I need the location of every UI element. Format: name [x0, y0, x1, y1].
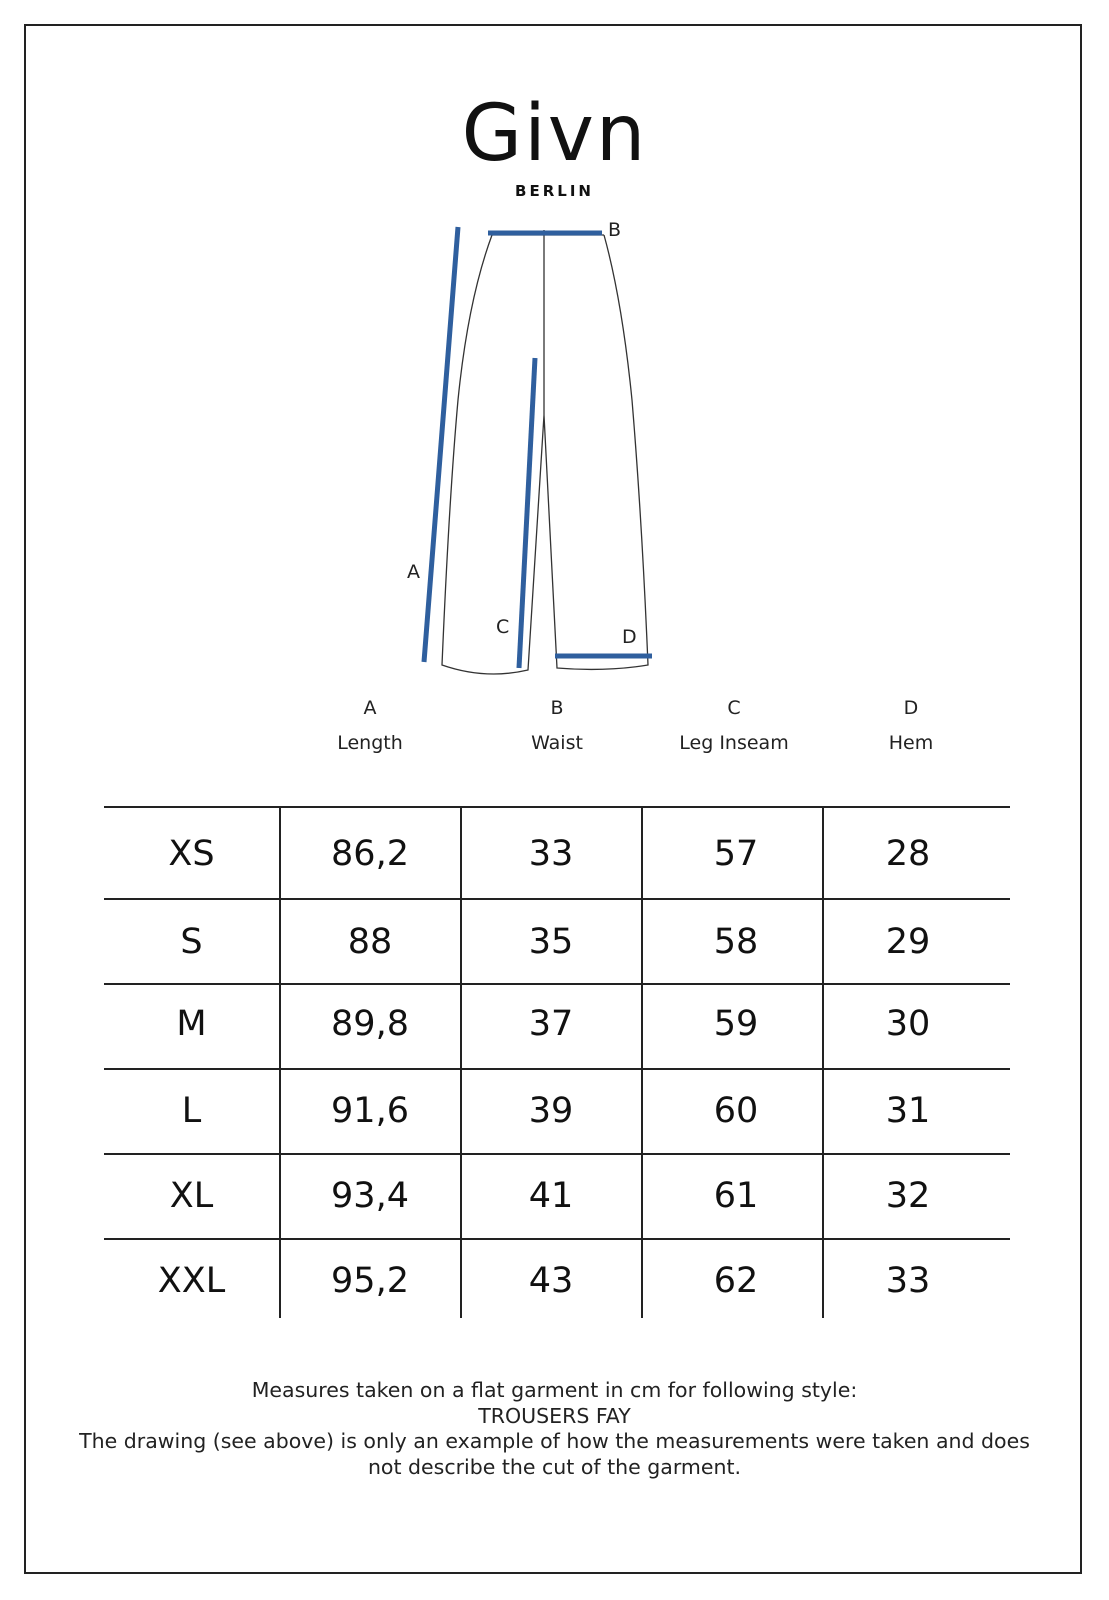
table-cell: 89,8 — [331, 1004, 409, 1044]
table-cell: 30 — [885, 1004, 931, 1044]
col-d-letter: D — [903, 697, 919, 719]
col-c-letter: C — [727, 697, 741, 719]
col-c-name: Leg Inseam — [679, 732, 789, 754]
trousers-diagram — [0, 0, 1109, 700]
table-cell: 88 — [347, 922, 393, 962]
table-cell: 57 — [713, 834, 759, 874]
label-c: C — [496, 616, 510, 638]
size-label: S — [180, 922, 203, 962]
footer-line: not describe the cut of the garment. — [367, 1454, 742, 1479]
measure-line-a — [424, 227, 458, 662]
table-cell: 32 — [885, 1176, 931, 1216]
measure-line-c — [519, 358, 535, 668]
table-cell: 39 — [528, 1091, 574, 1131]
table-divider — [822, 806, 824, 1318]
footer-style-name: TROUSERS FAY — [478, 1403, 631, 1428]
size-label: XXL — [157, 1261, 226, 1301]
table-cell: 33 — [528, 834, 574, 874]
table-rule — [104, 1238, 1010, 1240]
table-cell: 37 — [528, 1004, 574, 1044]
table-cell: 31 — [885, 1091, 931, 1131]
table-divider — [279, 806, 281, 1318]
table-divider — [460, 806, 462, 1318]
brand-city: BERLIN — [515, 182, 594, 200]
trousers-outline — [442, 230, 648, 674]
table-cell: 35 — [528, 922, 574, 962]
size-label: XL — [169, 1176, 214, 1216]
table-cell: 43 — [528, 1261, 574, 1301]
size-label: L — [181, 1091, 202, 1131]
col-b-letter: B — [550, 697, 564, 719]
label-d: D — [622, 626, 637, 648]
table-cell: 93,4 — [331, 1176, 409, 1216]
table-cell: 60 — [713, 1091, 759, 1131]
col-a-name: Length — [337, 732, 403, 754]
table-cell: 33 — [885, 1261, 931, 1301]
brand-logo: Givn — [461, 89, 648, 179]
size-label: M — [176, 1004, 207, 1044]
table-cell: 29 — [885, 922, 931, 962]
table-cell: 28 — [885, 834, 931, 874]
table-rule — [104, 983, 1010, 985]
table-divider — [641, 806, 643, 1318]
table-cell: 86,2 — [331, 834, 409, 874]
col-a-letter: A — [363, 697, 377, 719]
footer-line: Measures taken on a flat garment in cm for following style: — [251, 1378, 858, 1402]
table-rule — [104, 898, 1010, 900]
table-rule — [104, 806, 1010, 808]
table-cell: 95,2 — [331, 1261, 409, 1301]
size-label: XS — [168, 834, 215, 874]
table-cell: 41 — [528, 1176, 574, 1216]
label-a: A — [407, 561, 420, 583]
table-cell: 58 — [713, 922, 759, 962]
label-b: B — [608, 219, 622, 241]
footer-note — [50, 1378, 1059, 1480]
table-cell: 91,6 — [331, 1091, 409, 1131]
footer-line: The drawing (see above) is only an example of how the measurements were taken and does — [79, 1429, 1030, 1453]
table-rule — [104, 1068, 1010, 1070]
table-cell: 59 — [713, 1004, 759, 1044]
table-cell: 62 — [713, 1261, 759, 1301]
col-d-name: Hem — [888, 732, 934, 754]
col-b-name: Waist — [531, 732, 583, 754]
table-cell: 61 — [713, 1176, 759, 1216]
table-rule — [104, 1153, 1010, 1155]
